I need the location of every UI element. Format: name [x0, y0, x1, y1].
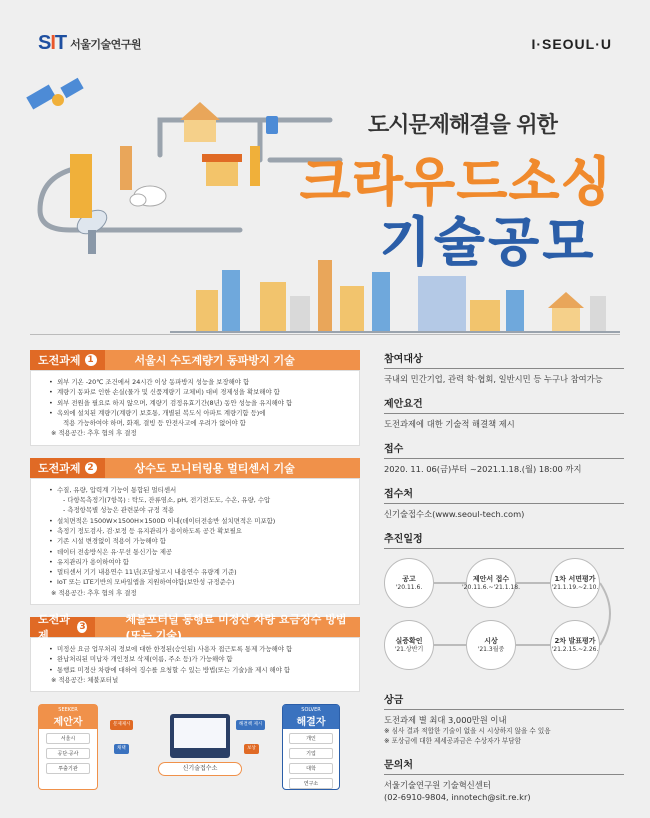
contact-section [384, 756, 624, 803]
info-column [384, 350, 624, 813]
sit-logo-name: 서울기술연구원 [70, 37, 142, 51]
satellite-icon [26, 78, 83, 110]
prize-note: ※ 포상금에 대한 제세공과금은 수상자가 부담함 [384, 737, 522, 745]
seeker-item: 서울시 [46, 733, 90, 744]
process-diagram [30, 704, 360, 792]
section-text: 도전과제에 대한 기술적 해결책 제시 [384, 419, 515, 429]
list-item: • IoT 또는 LTE기반의 모바일앱을 지원하여야함(보안성 규정준수) [49, 577, 349, 587]
task-tag: 도전과제 [38, 613, 70, 643]
section-heading: 접수 [384, 440, 624, 459]
list-item: • 완납처리된 미납자 개인정보 삭제(이름, 주소 등)가 가능해야 함 [49, 654, 349, 664]
section-heading: 추진일정 [384, 530, 624, 549]
prize-note: ※ 심사 결과 적합한 기술이 없을 시 시상하지 않을 수 있음 [384, 727, 551, 735]
solver-item: 연구소 [289, 778, 333, 789]
solver-item: 대학 [289, 763, 333, 774]
prize-section [384, 691, 624, 746]
schedule-step: 제안서 접수 '20.11.6.~'21.1.18. [466, 558, 516, 608]
task-note: ※ 적용공간: 추후 협의 후 결정 [51, 429, 137, 438]
list-item: • 수질, 유량, 압력계 기능이 통합된 멀티센서 [49, 485, 349, 495]
list-item: • 설치면적은 1500W×1500H×1500D 이내(데이터전송반 설치면적은 미포함) [49, 516, 349, 526]
section-text: 서울기술연구원 기술혁신센터 [384, 780, 491, 790]
schedule-step: 실증확인 '21.상반기 [384, 620, 434, 670]
task-number: 1 [85, 354, 97, 366]
main-title: 크라우드소싱 [300, 153, 614, 213]
task-body [30, 637, 360, 692]
house-icon [180, 102, 220, 142]
solver-label: 해결자 [296, 717, 326, 729]
seeker-item: 투출기관 [46, 763, 90, 774]
solver-item: 개인 [289, 733, 333, 744]
task-title: 체불포터널 통행료 미정산 차량 요금징수 방법(또는 기술) [125, 613, 347, 643]
list-item: • 계량기 동파로 인한 손실(물가 및 신품계량기 교체비) 대비 경제성을 확보해야 함 [49, 387, 349, 397]
task-title: 서울시 수도계량기 동파방지 기술 [134, 354, 295, 367]
list-item: • 기존 시설 변경없이 적용이 가능해야 함 [49, 536, 349, 546]
list-item: - 측정항목별 성능은 관련분야 규정 적용 [63, 506, 175, 515]
center-label: 신기술접수소 [158, 762, 242, 776]
list-item: • 미정산 요금 업무처리 정보에 대한 한정된(승인된) 사용자 접근토록 통제 가능해야 함 [49, 644, 349, 654]
list-item: • 데이터 전송방식은 유·무선 통신기능 제공 [49, 547, 349, 557]
sub-title: 도시문제해결을 위한 [368, 113, 557, 138]
task-body [30, 478, 360, 605]
task-tag: 도전과제 [38, 354, 81, 367]
task-title: 상수도 모니터링용 멀티센서 기술 [134, 461, 295, 475]
task-body [30, 370, 360, 446]
list-item: • 외부 기온 -20℃ 조건에서 24시간 이상 동파방지 성능을 보장해야 함 [49, 377, 349, 387]
section-heading: 참여대상 [384, 350, 624, 369]
task-tag: 도전과제 [38, 461, 81, 475]
website-link[interactable]: 신기술접수소(www.seoul-tech.com) [384, 509, 525, 519]
main-title-2: 기술공모 [380, 213, 597, 273]
section-heading: 문의처 [384, 756, 624, 775]
divider [30, 334, 620, 335]
shop-icon [202, 154, 242, 186]
task-note: ※ 적용공간: 추후 협의 후 결정 [51, 588, 137, 597]
contact-info[interactable]: (02-6910-9804, innotech@sit.re.kr) [384, 792, 531, 802]
list-item: • 외부 전원을 필요로 하지 않으며, 계량기 검정유효기간(8년) 동안 성능을 유지해야 함 [49, 398, 349, 408]
section-heading: 제안요건 [384, 395, 624, 414]
place-section [384, 485, 624, 520]
requirement-section [384, 395, 624, 430]
arrow-solution: 해결책 제시 [236, 720, 265, 730]
list-item: 적용 가능하여야 하며, 화재, 결빙 등 안전사고에 우려가 없어야 함 [63, 419, 246, 428]
seeker-item: 공단·공사 [46, 748, 90, 759]
task-1 [30, 350, 360, 446]
solver-box [282, 704, 340, 790]
list-item: • 유지관리가 용이하여야 함 [49, 557, 349, 567]
task-header [30, 613, 360, 643]
reception-section [384, 440, 624, 475]
seeker-box [38, 704, 98, 790]
task-2 [30, 458, 360, 605]
task-note: ※ 적용공간: 체불포터널 [51, 675, 119, 684]
schedule-step: 1차 서면평가 '21.1.19.~2.10. [550, 558, 600, 608]
arrow-reward: 보상 [244, 744, 259, 754]
task-number: 3 [79, 622, 86, 633]
section-text: 2020. 11. 06(금)부터 ~2021.1.18.(월) 18:00 까지 [384, 464, 582, 474]
list-item: • 멀티센서 기기 내용연수 11년(조달청고시 내용연수 유량계 기준) [49, 567, 349, 577]
schedule-step: 시상 '21.3월중 [466, 620, 516, 670]
task-header [30, 458, 360, 478]
task-3 [30, 613, 360, 692]
phone-icon [266, 116, 278, 134]
solver-item: 기업 [289, 748, 333, 759]
seeker-en: SEEKER [58, 707, 78, 714]
list-item: • 측정기 정도검사, 검·보정 등 유지관리가 용이하도록 공간 확보필요 [49, 526, 349, 536]
schedule-diagram [384, 553, 624, 685]
section-heading: 상금 [384, 691, 624, 710]
list-item: • 통행료 미정산 차량에 대하여 징수를 요청할 수 있는 방법(또는 기술)을 제시 해야 함 [49, 665, 349, 675]
arrow-adopt: 채택 [114, 744, 129, 754]
arrow-problem: 문제제시 [110, 720, 133, 730]
list-item: • 옥외에 설치된 계량기(계량기 보호통, 개별된 복도식 아파트 계량기함 등)에 [49, 408, 349, 418]
schedule-step: 2차 발표평가 '21.2.15.~2.26. [550, 620, 600, 670]
solver-en: SOLVER [301, 707, 321, 714]
list-item: - 다항목측정기(7항목) : 탁도, 잔류염소, pH, 전기전도도, 수온, 유량, 수압 [63, 496, 271, 505]
participants-section [384, 350, 624, 385]
seeker-label: 제안자 [53, 717, 83, 729]
sit-logo-mark: SIT [38, 32, 67, 54]
section-text: 국내외 민간기업, 관력 학·협회, 일반시민 등 누구나 참여가능 [384, 374, 603, 384]
section-heading: 접수처 [384, 485, 624, 504]
task-number: 2 [85, 462, 97, 474]
seoul-logo[interactable]: I·SEOUL·U [531, 36, 612, 52]
schedule-section [384, 530, 624, 685]
cloud-icon [130, 186, 166, 206]
task-header [30, 350, 360, 370]
monitor-icon [170, 714, 230, 758]
schedule-step: 공고 '20.11.6. [384, 558, 434, 608]
sit-logo[interactable] [38, 32, 141, 55]
tasks-column [30, 350, 360, 792]
section-text: 도전과제 별 최대 3,000만원 이내 [384, 715, 507, 725]
